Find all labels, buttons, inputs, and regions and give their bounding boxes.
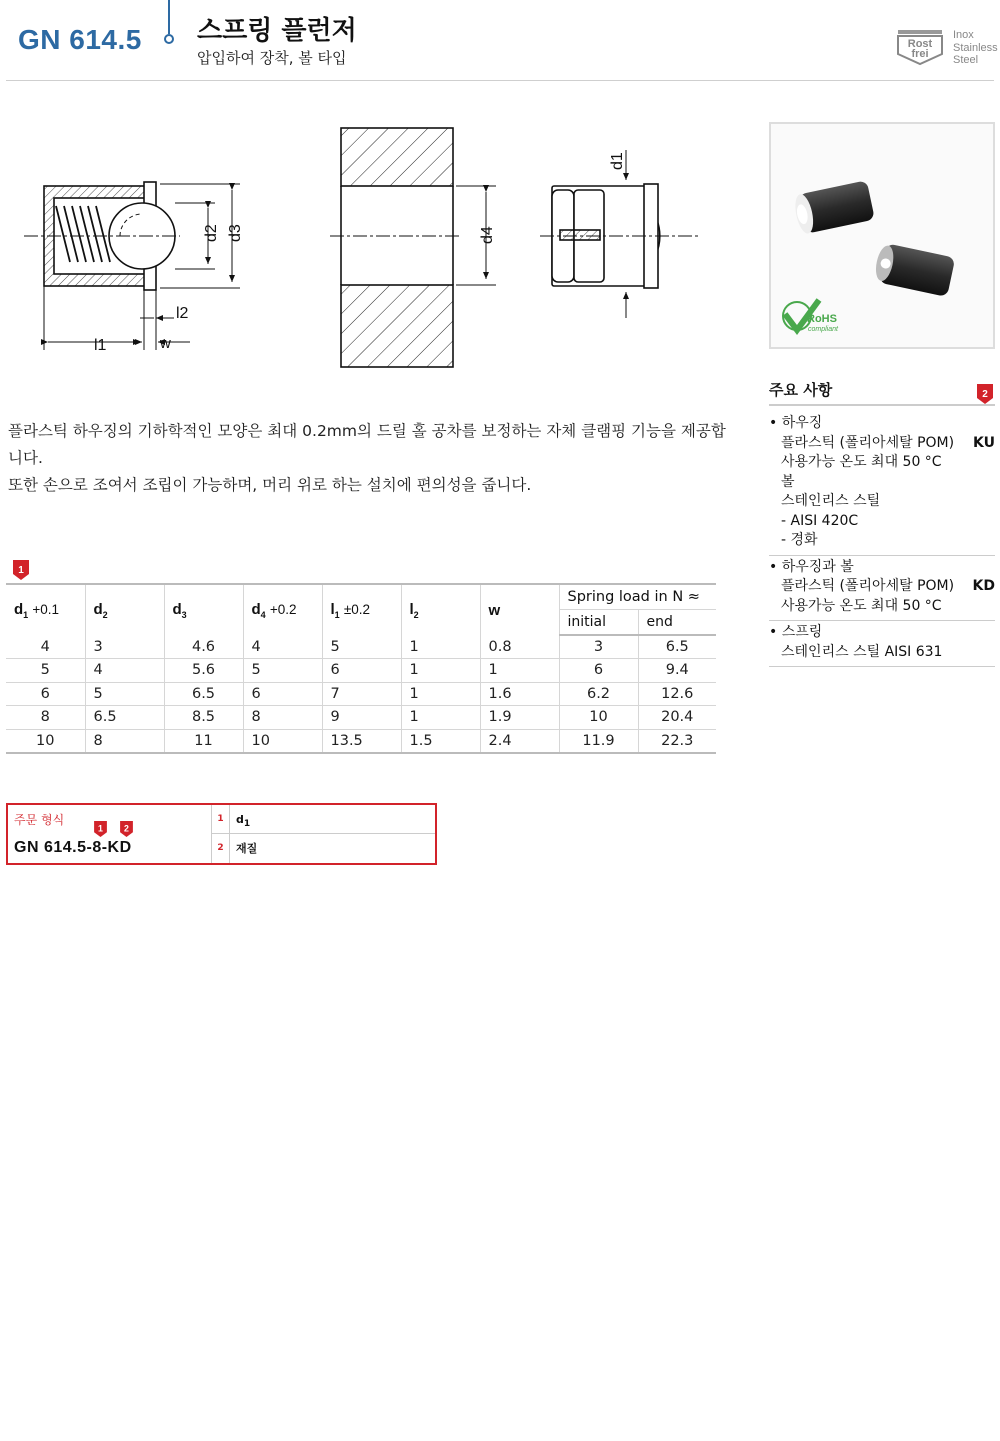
- header-divider-line: [168, 0, 170, 34]
- table-cell: 6: [322, 659, 401, 683]
- feature-item: 플라스틱 (폴리아세탈 POM) KU: [769, 434, 995, 454]
- marker-2-icon: [120, 821, 133, 837]
- table-cell: 6.5: [164, 682, 243, 706]
- feature-item: 사용가능 온도 최대 50 °C: [781, 597, 942, 614]
- feature-item: • 스프링: [769, 624, 823, 640]
- label-w: w: [160, 335, 171, 352]
- side-view: [540, 150, 700, 318]
- order-label: 주문 형식: [14, 813, 65, 827]
- table-cell: 20.4: [638, 706, 716, 730]
- label-d4: d4: [479, 226, 496, 244]
- table-cell: 13.5: [322, 729, 401, 753]
- feature-item: 스테인리스 스틸 AISI 631: [781, 643, 943, 660]
- table-cell: 10: [6, 729, 85, 753]
- table-cell: 3: [85, 635, 164, 659]
- feature-item: 스테인리스 스틸: [781, 493, 881, 509]
- page-title: 스프링 플런저: [197, 16, 357, 46]
- order-code: GN 614.5-8-KD: [14, 839, 132, 856]
- feature-item: 플라스틱 (폴리아세탈 POM) KD: [769, 577, 995, 597]
- feature-item: • 하우징: [769, 415, 823, 431]
- table-cell: 0.8: [480, 635, 559, 659]
- table-cell: 2.4: [480, 729, 559, 753]
- table-cell: 9: [322, 706, 401, 730]
- table-cell: 1: [401, 635, 480, 659]
- table-row: [6, 682, 716, 706]
- rostfrei-shield-icon: [896, 28, 944, 66]
- product-description: [8, 418, 728, 499]
- table-cell: 1: [401, 682, 480, 706]
- table-cell: 12.6: [638, 682, 716, 706]
- table-cell: 4: [6, 635, 85, 659]
- col-header-w: w: [480, 584, 559, 635]
- table-cell: 5: [6, 659, 85, 683]
- table-row: [6, 659, 716, 683]
- section-view: [24, 182, 240, 350]
- table-row: [6, 635, 716, 659]
- svg-text:2: 2: [982, 389, 988, 400]
- table-row: [6, 729, 716, 753]
- label-d2: d2: [203, 224, 220, 242]
- rohs-label: RoHS: [807, 313, 837, 325]
- technical-drawing: [20, 120, 720, 380]
- table-cell: 1: [480, 659, 559, 683]
- feature-item: 볼: [781, 473, 795, 490]
- table-cell: 11.9: [559, 729, 638, 753]
- table-cell: 11: [164, 729, 243, 753]
- label-d3: d3: [227, 224, 244, 242]
- table-cell: 4: [243, 635, 322, 659]
- key-features-panel: [769, 378, 995, 667]
- order-legend-row: 2 재질: [212, 834, 435, 863]
- col-header-spring-load: Spring load in N ≈: [559, 584, 716, 610]
- svg-text:1: 1: [18, 565, 24, 576]
- order-legend: [212, 805, 435, 863]
- col-header-d4: $d_4 +0.2$: [243, 584, 322, 635]
- order-example: [8, 805, 212, 863]
- material-code: KD: [972, 578, 995, 594]
- marker-1-icon: [13, 560, 29, 580]
- header-rule: [6, 80, 994, 81]
- table-cell: 5: [243, 659, 322, 683]
- badge-logo-line-2: frei: [911, 48, 929, 60]
- table-cell: 1: [401, 659, 480, 683]
- key-features-title: 주요 사항: [769, 378, 995, 406]
- table-cell: 6: [559, 659, 638, 683]
- table-cell: 6.5: [638, 635, 716, 659]
- table-cell: 6: [6, 682, 85, 706]
- order-example-box: [6, 803, 437, 865]
- table-cell: 1.9: [480, 706, 559, 730]
- svg-text:1: 1: [98, 823, 103, 834]
- marker-2-icon: [977, 384, 993, 404]
- feature-item: - 경화: [781, 532, 818, 548]
- stainless-badge-text: Inox Stainless Steel: [953, 29, 998, 66]
- feature-group-housing-ball: [769, 556, 995, 622]
- col-header-end: end: [638, 610, 716, 636]
- table-cell: 5: [322, 635, 401, 659]
- table-cell: 8: [85, 729, 164, 753]
- label-l1: l1: [94, 337, 107, 354]
- table-cell: 10: [243, 729, 322, 753]
- description-line-2: 또한 손으로 조여서 조립이 가능하며, 머리 위로 하는 설치에 편의성을 줍니다.: [8, 476, 532, 494]
- feature-item: • 하우징과 볼: [769, 558, 854, 575]
- table-cell: 6.2: [559, 682, 638, 706]
- table-cell: 6: [243, 682, 322, 706]
- feature-item: 사용가능 온도 최대 50 °C: [781, 454, 942, 470]
- svg-text:2: 2: [124, 823, 129, 834]
- plunger-photo-illustration: [771, 124, 993, 347]
- page-subtitle: 압입하여 장착, 볼 타입: [197, 49, 347, 67]
- col-header-initial: initial: [559, 610, 638, 636]
- table-cell: 8: [6, 706, 85, 730]
- table-cell: 22.3: [638, 729, 716, 753]
- table-cell: 1.6: [480, 682, 559, 706]
- material-code: KU: [973, 434, 995, 451]
- col-header-d3: $d_3$: [164, 584, 243, 635]
- marker-1-icon: [94, 821, 107, 837]
- table-cell: 1: [401, 706, 480, 730]
- table-cell: 8.5: [164, 706, 243, 730]
- col-header-l2: $l_2$: [401, 584, 480, 635]
- table-cell: 3: [559, 635, 638, 659]
- feature-group-housing: [769, 406, 995, 556]
- col-header-l1: $l_1 \pm 0.2$: [322, 584, 401, 635]
- table-cell: 5.6: [164, 659, 243, 683]
- table-cell: 4.6: [164, 635, 243, 659]
- table-cell: 9.4: [638, 659, 716, 683]
- spec-table: [6, 583, 716, 754]
- product-photo: [769, 122, 995, 349]
- col-header-d1: $d_1 +0.1$: [6, 584, 85, 635]
- description-line-1: 플라스틱 하우징의 기하학적인 모양은 최대 0.2mm의 드릴 홀 공차를 보정하는 자체 클램핑 기능을 제공합니다.: [8, 422, 726, 467]
- order-legend-row: 1 $d_1$: [212, 805, 435, 834]
- product-code: GN 614.5: [18, 24, 142, 55]
- table-cell: 5: [85, 682, 164, 706]
- badge-logo-line-1: Rost: [907, 38, 933, 50]
- rohs-compliant-icon: [783, 300, 839, 333]
- feature-item: - AISI 420C: [781, 512, 859, 529]
- label-l2: l2: [176, 305, 189, 322]
- table-row: [6, 706, 716, 730]
- feature-group-spring: [769, 621, 995, 667]
- mounting-hole-view: [330, 128, 496, 367]
- label-d1: d1: [609, 152, 626, 170]
- header-divider-dot: [164, 34, 174, 44]
- table-cell: 4: [85, 659, 164, 683]
- table-cell: 8: [243, 706, 322, 730]
- table-cell: 6.5: [85, 706, 164, 730]
- col-header-d2: $d_2$: [85, 584, 164, 635]
- table-cell: 1.5: [401, 729, 480, 753]
- rohs-sublabel: compliant: [808, 326, 838, 333]
- table-cell: 10: [559, 706, 638, 730]
- table-cell: 7: [322, 682, 401, 706]
